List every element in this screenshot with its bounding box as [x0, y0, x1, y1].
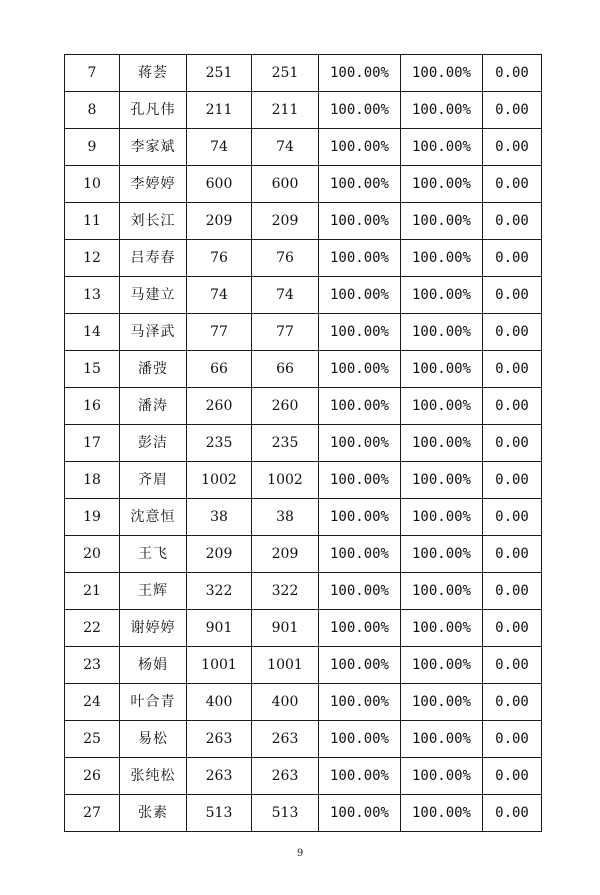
table-row [65, 92, 542, 129]
row-index-cell: 16 [65, 388, 120, 425]
row-index-cell: 26 [65, 758, 120, 795]
value-a-cell: 1002 [187, 462, 252, 499]
rate-b-cell: 100.00% [401, 388, 483, 425]
value-b-cell: 322 [252, 573, 319, 610]
value-b-cell: 513 [252, 795, 319, 832]
deviation-cell: 0.00 [483, 277, 542, 314]
table-row [65, 536, 542, 573]
table-row [65, 684, 542, 721]
value-a-cell: 74 [187, 129, 252, 166]
rate-b-cell: 100.00% [401, 721, 483, 758]
table-row [65, 314, 542, 351]
rate-b-cell: 100.00% [401, 351, 483, 388]
rate-a-cell: 100.00% [319, 536, 401, 573]
rate-b-cell: 100.00% [401, 795, 483, 832]
deviation-cell: 0.00 [483, 684, 542, 721]
value-a-cell: 513 [187, 795, 252, 832]
value-b-cell: 251 [252, 55, 319, 92]
value-a-cell: 66 [187, 351, 252, 388]
value-b-cell: 1002 [252, 462, 319, 499]
rate-b-cell: 100.00% [401, 92, 483, 129]
value-a-cell: 322 [187, 573, 252, 610]
value-a-cell: 74 [187, 277, 252, 314]
name-cell: 蒋荟 [120, 55, 187, 92]
deviation-cell: 0.00 [483, 240, 542, 277]
deviation-cell: 0.00 [483, 129, 542, 166]
rate-b-cell: 100.00% [401, 573, 483, 610]
table-row [65, 462, 542, 499]
rate-a-cell: 100.00% [319, 647, 401, 684]
deviation-cell: 0.00 [483, 388, 542, 425]
value-b-cell: 38 [252, 499, 319, 536]
rate-a-cell: 100.00% [319, 351, 401, 388]
value-a-cell: 77 [187, 314, 252, 351]
table-row [65, 203, 542, 240]
table-row [65, 647, 542, 684]
deviation-cell: 0.00 [483, 573, 542, 610]
rate-a-cell: 100.00% [319, 684, 401, 721]
deviation-cell: 0.00 [483, 721, 542, 758]
rate-b-cell: 100.00% [401, 314, 483, 351]
value-b-cell: 1001 [252, 647, 319, 684]
value-b-cell: 77 [252, 314, 319, 351]
rate-a-cell: 100.00% [319, 166, 401, 203]
row-index-cell: 21 [65, 573, 120, 610]
value-a-cell: 260 [187, 388, 252, 425]
deviation-cell: 0.00 [483, 92, 542, 129]
rate-a-cell: 100.00% [319, 610, 401, 647]
name-cell: 孔凡伟 [120, 92, 187, 129]
rate-a-cell: 100.00% [319, 203, 401, 240]
row-index-cell: 9 [65, 129, 120, 166]
table-row [65, 758, 542, 795]
row-index-cell: 27 [65, 795, 120, 832]
deviation-cell: 0.00 [483, 314, 542, 351]
name-cell: 刘长江 [120, 203, 187, 240]
value-b-cell: 901 [252, 610, 319, 647]
deviation-cell: 0.00 [483, 166, 542, 203]
table-row [65, 388, 542, 425]
name-cell: 潘涛 [120, 388, 187, 425]
rate-a-cell: 100.00% [319, 314, 401, 351]
value-a-cell: 600 [187, 166, 252, 203]
table-row [65, 277, 542, 314]
value-a-cell: 211 [187, 92, 252, 129]
deviation-cell: 0.00 [483, 647, 542, 684]
deviation-cell: 0.00 [483, 425, 542, 462]
row-index-cell: 13 [65, 277, 120, 314]
row-index-cell: 22 [65, 610, 120, 647]
row-index-cell: 7 [65, 55, 120, 92]
name-cell: 张纯松 [120, 758, 187, 795]
value-b-cell: 66 [252, 351, 319, 388]
rate-a-cell: 100.00% [319, 55, 401, 92]
deviation-cell: 0.00 [483, 610, 542, 647]
table-row [65, 795, 542, 832]
name-cell: 沈意恒 [120, 499, 187, 536]
value-a-cell: 235 [187, 425, 252, 462]
rate-b-cell: 100.00% [401, 166, 483, 203]
rate-a-cell: 100.00% [319, 425, 401, 462]
row-index-cell: 17 [65, 425, 120, 462]
row-index-cell: 15 [65, 351, 120, 388]
rate-b-cell: 100.00% [401, 425, 483, 462]
value-b-cell: 209 [252, 203, 319, 240]
name-cell: 马建立 [120, 277, 187, 314]
row-index-cell: 18 [65, 462, 120, 499]
table-body [65, 55, 542, 832]
value-b-cell: 260 [252, 388, 319, 425]
rate-a-cell: 100.00% [319, 795, 401, 832]
rate-b-cell: 100.00% [401, 240, 483, 277]
value-a-cell: 251 [187, 55, 252, 92]
rate-a-cell: 100.00% [319, 277, 401, 314]
rate-a-cell: 100.00% [319, 462, 401, 499]
rate-a-cell: 100.00% [319, 388, 401, 425]
table-row [65, 499, 542, 536]
rate-b-cell: 100.00% [401, 758, 483, 795]
deviation-cell: 0.00 [483, 758, 542, 795]
rate-a-cell: 100.00% [319, 92, 401, 129]
value-a-cell: 263 [187, 721, 252, 758]
rate-b-cell: 100.00% [401, 55, 483, 92]
name-cell: 马泽武 [120, 314, 187, 351]
row-index-cell: 20 [65, 536, 120, 573]
value-a-cell: 400 [187, 684, 252, 721]
row-index-cell: 8 [65, 92, 120, 129]
deviation-cell: 0.00 [483, 55, 542, 92]
table-row [65, 610, 542, 647]
row-index-cell: 11 [65, 203, 120, 240]
name-cell: 易松 [120, 721, 187, 758]
name-cell: 李婷婷 [120, 166, 187, 203]
deviation-cell: 0.00 [483, 499, 542, 536]
name-cell: 叶合青 [120, 684, 187, 721]
table-row [65, 351, 542, 388]
row-index-cell: 12 [65, 240, 120, 277]
row-index-cell: 24 [65, 684, 120, 721]
value-b-cell: 74 [252, 129, 319, 166]
name-cell: 谢婷婷 [120, 610, 187, 647]
table-row [65, 129, 542, 166]
name-cell: 杨娟 [120, 647, 187, 684]
value-b-cell: 235 [252, 425, 319, 462]
rate-b-cell: 100.00% [401, 610, 483, 647]
table-row [65, 166, 542, 203]
value-b-cell: 600 [252, 166, 319, 203]
rate-a-cell: 100.00% [319, 240, 401, 277]
rate-a-cell: 100.00% [319, 573, 401, 610]
name-cell: 齐眉 [120, 462, 187, 499]
deviation-cell: 0.00 [483, 462, 542, 499]
deviation-cell: 0.00 [483, 536, 542, 573]
deviation-cell: 0.00 [483, 795, 542, 832]
rate-b-cell: 100.00% [401, 499, 483, 536]
rate-b-cell: 100.00% [401, 277, 483, 314]
value-b-cell: 76 [252, 240, 319, 277]
name-cell: 王飞 [120, 536, 187, 573]
score-table [64, 54, 542, 832]
rate-b-cell: 100.00% [401, 129, 483, 166]
row-index-cell: 10 [65, 166, 120, 203]
value-a-cell: 263 [187, 758, 252, 795]
name-cell: 吕寿春 [120, 240, 187, 277]
table-row [65, 721, 542, 758]
value-b-cell: 211 [252, 92, 319, 129]
row-index-cell: 23 [65, 647, 120, 684]
table-row [65, 240, 542, 277]
name-cell: 潘弢 [120, 351, 187, 388]
rate-a-cell: 100.00% [319, 129, 401, 166]
rate-a-cell: 100.00% [319, 499, 401, 536]
table-row [65, 425, 542, 462]
value-b-cell: 263 [252, 758, 319, 795]
value-a-cell: 1001 [187, 647, 252, 684]
value-b-cell: 400 [252, 684, 319, 721]
deviation-cell: 0.00 [483, 203, 542, 240]
value-b-cell: 263 [252, 721, 319, 758]
value-b-cell: 74 [252, 277, 319, 314]
value-a-cell: 76 [187, 240, 252, 277]
rate-b-cell: 100.00% [401, 203, 483, 240]
row-index-cell: 14 [65, 314, 120, 351]
row-index-cell: 25 [65, 721, 120, 758]
name-cell: 李家斌 [120, 129, 187, 166]
rate-b-cell: 100.00% [401, 684, 483, 721]
value-b-cell: 209 [252, 536, 319, 573]
row-index-cell: 19 [65, 499, 120, 536]
rate-a-cell: 100.00% [319, 758, 401, 795]
deviation-cell: 0.00 [483, 351, 542, 388]
value-a-cell: 209 [187, 536, 252, 573]
value-a-cell: 901 [187, 610, 252, 647]
value-a-cell: 209 [187, 203, 252, 240]
name-cell: 张素 [120, 795, 187, 832]
page-number: 9 [296, 848, 304, 859]
table-row [65, 55, 542, 92]
rate-a-cell: 100.00% [319, 721, 401, 758]
value-a-cell: 38 [187, 499, 252, 536]
table-row [65, 573, 542, 610]
rate-b-cell: 100.00% [401, 462, 483, 499]
name-cell: 彭洁 [120, 425, 187, 462]
rate-b-cell: 100.00% [401, 536, 483, 573]
name-cell: 王辉 [120, 573, 187, 610]
rate-b-cell: 100.00% [401, 647, 483, 684]
